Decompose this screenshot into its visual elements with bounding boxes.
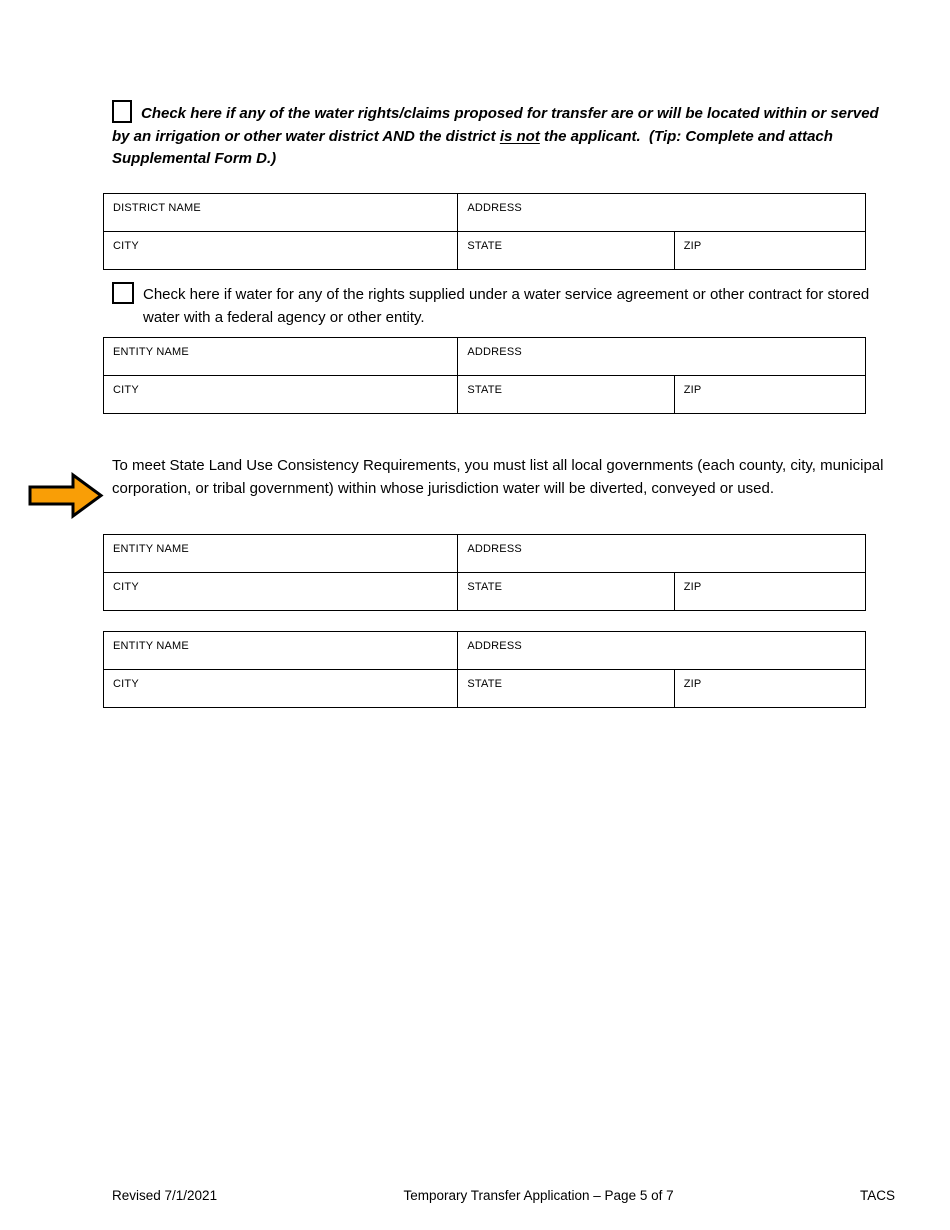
entity-name-label: ENTITY NAME bbox=[113, 346, 189, 358]
district-table bbox=[103, 193, 866, 270]
district-state-label: STATE bbox=[467, 240, 503, 252]
gov2-state-label: STATE bbox=[467, 678, 503, 690]
gov1-address-label: ADDRESS bbox=[467, 543, 522, 555]
local-government-table-2 bbox=[103, 631, 866, 708]
gov1-entity-name-field[interactable] bbox=[104, 535, 458, 573]
district-checkbox[interactable] bbox=[112, 100, 132, 123]
gov1-state-field[interactable] bbox=[458, 573, 674, 611]
stored-water-checkbox-statement bbox=[112, 282, 884, 329]
entity-zip-label: ZIP bbox=[683, 384, 702, 396]
entity-zip-field[interactable] bbox=[674, 376, 865, 414]
footer-page-title: Temporary Transfer Application – Page 5 of 7 bbox=[403, 1188, 674, 1203]
gov2-state-field[interactable] bbox=[458, 670, 674, 708]
table-row bbox=[104, 194, 866, 232]
district-name-field[interactable] bbox=[104, 194, 458, 232]
gov2-entity-name-label: ENTITY NAME bbox=[113, 640, 189, 652]
gov2-city-field[interactable] bbox=[104, 670, 458, 708]
table-row bbox=[104, 232, 866, 270]
gov1-entity-name-label: ENTITY NAME bbox=[113, 543, 189, 555]
land-use-requirement-text bbox=[112, 454, 902, 500]
callout-right-arrow-icon bbox=[27, 472, 105, 524]
entity-city-label: CITY bbox=[113, 384, 139, 396]
gov1-city-label: CITY bbox=[113, 581, 139, 593]
district-zip-label: ZIP bbox=[683, 240, 702, 252]
gov1-zip-label: ZIP bbox=[683, 581, 702, 593]
land-use-text: To meet State Land Use Consistency Requirements, you must list all local governments (each county, city, municipal corporation, or tribal government) within whose jurisdiction water will be diverted, conveyed or used. bbox=[112, 457, 888, 497]
entity-state-field[interactable] bbox=[458, 376, 674, 414]
district-statement-text: Check here if any of the water rights/claims proposed for transfer are or will be located within or served by an irrigation or other water district AND the district bbox=[112, 105, 883, 145]
gov2-address-field[interactable] bbox=[458, 632, 866, 670]
footer-tacs: TACS bbox=[859, 1188, 895, 1203]
table-row bbox=[104, 376, 866, 414]
entity-address-field[interactable] bbox=[458, 338, 866, 376]
district-city-label: CITY bbox=[113, 240, 139, 252]
gov1-address-field[interactable] bbox=[458, 535, 866, 573]
gov1-state-label: STATE bbox=[467, 581, 503, 593]
local-government-table-1 bbox=[103, 534, 866, 611]
gov2-entity-name-field[interactable] bbox=[104, 632, 458, 670]
table-row bbox=[104, 535, 866, 573]
gov1-city-field[interactable] bbox=[104, 573, 458, 611]
entity-address-label: ADDRESS bbox=[467, 346, 522, 358]
table-row bbox=[104, 338, 866, 376]
table-row bbox=[104, 632, 866, 670]
district-name-label: DISTRICT NAME bbox=[113, 202, 201, 214]
footer-revised-date: Revised 7/1/2021 bbox=[112, 1188, 218, 1203]
gov2-zip-label: ZIP bbox=[683, 678, 702, 690]
district-city-field[interactable] bbox=[104, 232, 458, 270]
entity-name-field[interactable] bbox=[104, 338, 458, 376]
district-state-field[interactable] bbox=[458, 232, 674, 270]
table-row bbox=[104, 573, 866, 611]
page-footer bbox=[112, 1188, 895, 1203]
gov2-address-label: ADDRESS bbox=[467, 640, 522, 652]
district-statement-underlined-text: is not bbox=[499, 127, 540, 145]
stored-water-checkbox[interactable] bbox=[112, 282, 134, 304]
district-address-field[interactable] bbox=[458, 194, 866, 232]
district-address-label: ADDRESS bbox=[467, 202, 522, 214]
district-zip-field[interactable] bbox=[674, 232, 865, 270]
right-arrow-shape bbox=[30, 475, 101, 516]
district-checkbox-statement bbox=[112, 100, 894, 171]
stored-water-statement-text: Check here if water for any of the rights supplied under a water service agreement or other contract for stored water with a federal agency or other entity. bbox=[143, 286, 874, 326]
gov1-zip-field[interactable] bbox=[674, 573, 865, 611]
table-row bbox=[104, 670, 866, 708]
stored-water-entity-table bbox=[103, 337, 866, 414]
gov2-city-label: CITY bbox=[113, 678, 139, 690]
entity-city-field[interactable] bbox=[104, 376, 458, 414]
gov2-zip-field[interactable] bbox=[674, 670, 865, 708]
district-statement-text-after: the applicant. (Tip: Complete and attach Supplemental Form D.) bbox=[112, 127, 838, 167]
entity-state-label: STATE bbox=[467, 384, 503, 396]
